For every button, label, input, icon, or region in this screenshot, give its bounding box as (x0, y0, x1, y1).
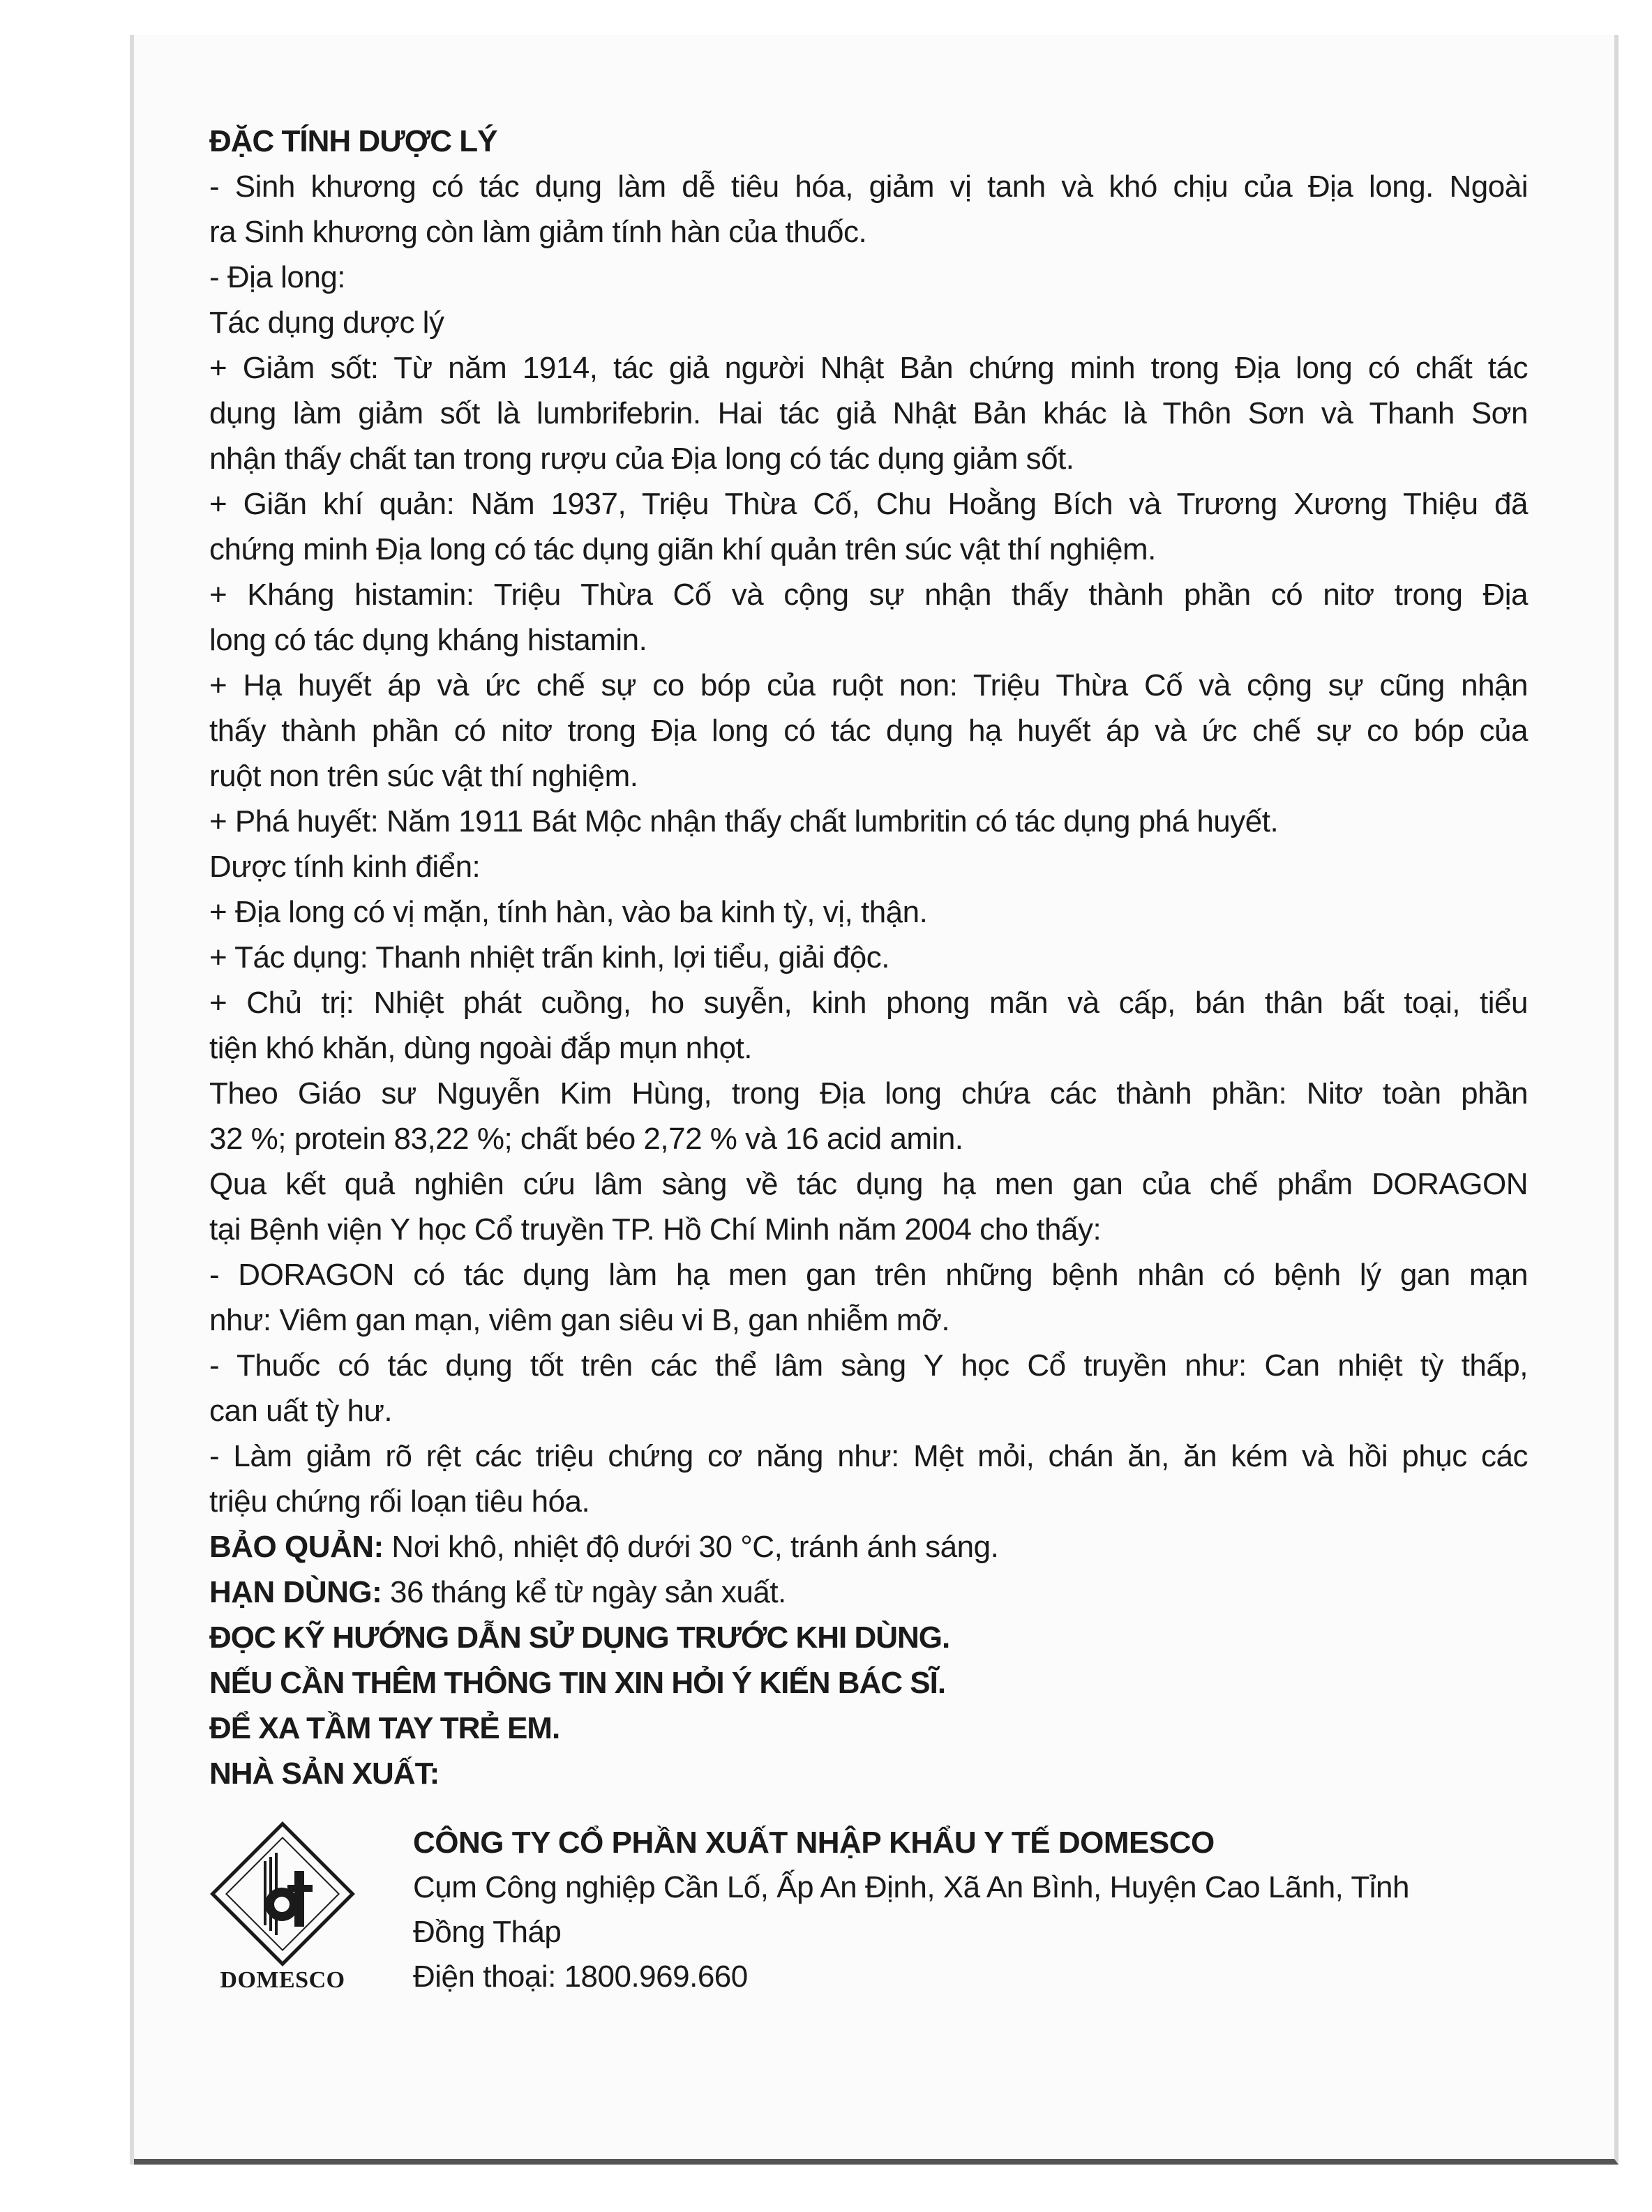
domesco-logo-label: DOMESCO (220, 1967, 345, 1993)
manufacturer-heading: NHÀ SẢN XUẤT: (209, 1756, 440, 1791)
text-line: thấy thành phần có nitơ trong Địa long có tác dụng hạ huyết áp và ức chế sự co bóp của (209, 714, 1528, 748)
text-line: nhận thấy chất tan trong rượu của Địa long có tác dụng giảm sốt. (209, 442, 1074, 476)
text-line: Qua kết quả nghiên cứu lâm sàng về tác dụng hạ men gan của chế phẩm DORAGON (209, 1167, 1528, 1201)
text-line: + Giãn khí quản: Năm 1937, Triệu Thừa Cố, Chu Hoằng Bích và Trương Xương Thiệu đã (209, 487, 1528, 521)
text-line: dụng làm giảm sốt là lumbrifebrin. Hai tác giả Nhật Bản khác là Thôn Sơn và Thanh Sơn (209, 396, 1528, 430)
text-line: như: Viêm gan mạn, viêm gan siêu vi B, gan nhiễm mỡ. (209, 1303, 950, 1337)
manufacturer-block (209, 1821, 1528, 2009)
pharmacology-heading: ĐẶC TÍNH DƯỢC LÝ (209, 124, 497, 158)
text-line: tại Bệnh viện Y học Cổ truyền TP. Hồ Chí Minh năm 2004 cho thấy: (209, 1212, 1102, 1247)
text-line: triệu chứng rối loạn tiêu hóa. (209, 1484, 590, 1519)
company-address-line-2: Đồng Tháp (413, 1915, 562, 1949)
text-line: Dược tính kinh điển: (209, 850, 481, 884)
text-line: + Giảm sốt: Từ năm 1914, tác giả người Nhật Bản chứng minh trong Địa long có chất tác (209, 351, 1528, 385)
text-line: - Làm giảm rõ rệt các triệu chứng cơ năng như: Mệt mỏi, chán ăn, ăn kém và hồi phục các (209, 1439, 1528, 1473)
company-name: CÔNG TY CỔ PHẦN XUẤT NHẬP KHẨU Y TẾ DOMESCO (413, 1826, 1215, 1860)
text-line: + Kháng histamin: Triệu Thừa Cố và cộng sự nhận thấy thành phần có nitơ trong Địa (209, 578, 1528, 612)
text-line: - DORAGON có tác dụng làm hạ men gan trên những bệnh nhân có bệnh lý gan mạn (209, 1258, 1528, 1292)
text-line: + Tác dụng: Thanh nhiệt trấn kinh, lợi tiểu, giải độc. (209, 940, 889, 975)
leaflet-body (209, 119, 1528, 1796)
text-line: ra Sinh khương còn làm giảm tính hàn của thuốc. (209, 215, 867, 249)
storage-line (209, 1524, 1528, 1570)
text-line: tiện khó khăn, dùng ngoài đắp mụn nhọt. (209, 1031, 752, 1065)
warning-read-instructions: ĐỌC KỸ HƯỚNG DẪN SỬ DỤNG TRƯỚC KHI DÙNG. (209, 1620, 950, 1655)
shelf-life-text: 36 tháng kể từ ngày sản xuất. (382, 1575, 786, 1609)
shelf-life-label: HẠN DÙNG: (209, 1575, 382, 1609)
text-line: 32 %; protein 83,22 %; chất béo 2,72 % và 16 acid amin. (209, 1122, 963, 1156)
text-line: Tác dụng dược lý (209, 306, 444, 340)
domesco-diamond-logo-icon (209, 1821, 356, 1967)
manufacturer-details (413, 1821, 1528, 1999)
text-line: - Địa long: (209, 260, 346, 294)
domesco-logo (209, 1821, 356, 2009)
text-line: + Phá huyết: Năm 1911 Bát Mộc nhận thấy chất lumbritin có tác dụng phá huyết. (209, 804, 1279, 838)
company-address-line-1: Cụm Công nghiệp Cần Lố, Ấp An Định, Xã An Bình, Huyện Cao Lãnh, Tỉnh (413, 1870, 1409, 1904)
storage-label: BẢO QUẢN: (209, 1530, 384, 1564)
text-line: - Thuốc có tác dụng tốt trên các thể lâm sàng Y học Cổ truyền như: Can nhiệt tỳ thấp, (209, 1348, 1528, 1383)
text-line: + Chủ trị: Nhiệt phát cuồng, ho suyễn, kinh phong mãn và cấp, bán thân bất toại, tiểu (209, 986, 1528, 1020)
shelf-life-line (209, 1570, 1528, 1615)
text-line: ruột non trên súc vật thí nghiệm. (209, 759, 638, 793)
text-line: can uất tỳ hư. (209, 1394, 393, 1428)
text-line: + Hạ huyết áp và ức chế sự co bóp của ruột non: Triệu Thừa Cố và cộng sự cũng nhận (209, 668, 1528, 702)
warning-ask-doctor: NẾU CẦN THÊM THÔNG TIN XIN HỎI Ý KIẾN BÁC SĨ. (209, 1666, 946, 1700)
text-line: - Sinh khương có tác dụng làm dễ tiêu hóa, giảm vị tanh và khó chịu của Địa long. Ngoài (209, 170, 1528, 204)
text-line: + Địa long có vị mặn, tính hàn, vào ba kinh tỳ, vị, thận. (209, 895, 928, 929)
warning-keep-from-children: ĐỂ XA TẦM TAY TRẺ EM. (209, 1711, 560, 1745)
company-phone: Điện thoại: 1800.969.660 (413, 1959, 748, 1994)
text-line: Theo Giáo sư Nguyễn Kim Hùng, trong Địa long chứa các thành phần: Nitơ toàn phần (209, 1076, 1528, 1111)
text-line: long có tác dụng kháng histamin. (209, 623, 647, 657)
pharmacology-text (209, 164, 1528, 1524)
storage-text: Nơi khô, nhiệt độ dưới 30 °C, tránh ánh sáng. (383, 1530, 999, 1564)
text-line: chứng minh Địa long có tác dụng giãn khí quản trên súc vật thí nghiệm. (209, 532, 1156, 566)
